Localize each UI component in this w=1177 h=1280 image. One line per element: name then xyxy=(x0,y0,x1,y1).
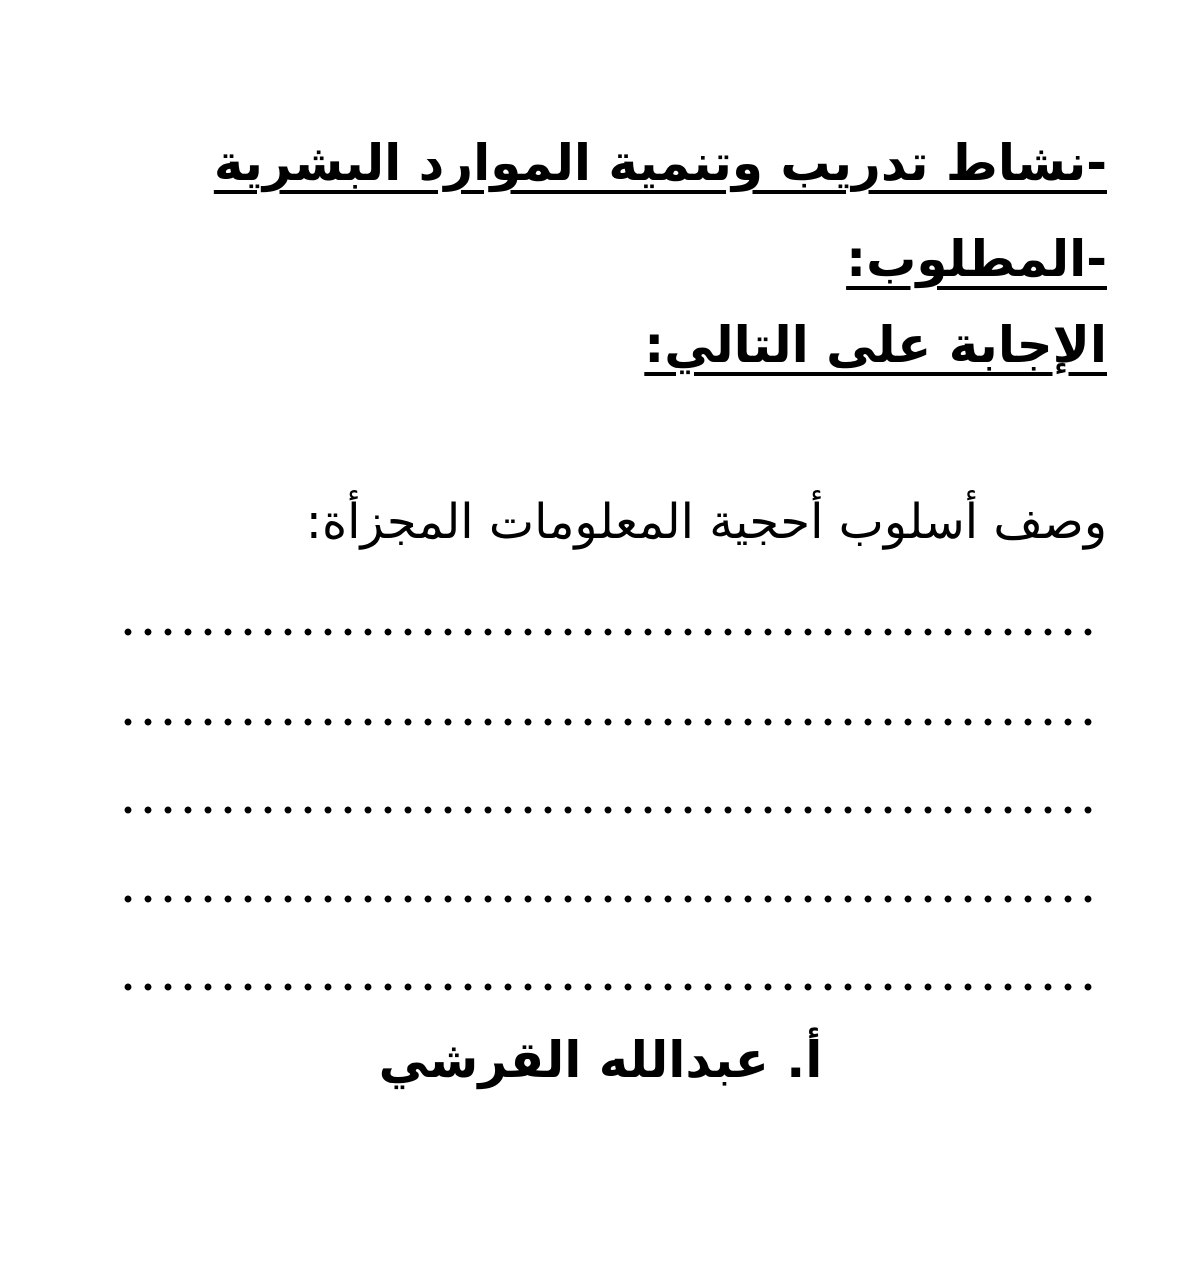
answer-line xyxy=(118,983,1102,991)
answer-line xyxy=(118,628,1102,636)
answer-line xyxy=(118,895,1102,903)
question-text: وصف أسلوب أحجية المعلومات المجزأة: xyxy=(305,494,1107,550)
answer-heading: الإجابة على التالي: xyxy=(644,316,1107,374)
activity-heading: -نشاط تدريب وتنمية الموارد البشرية xyxy=(213,134,1107,192)
answer-line xyxy=(118,718,1102,726)
required-heading: -المطلوب: xyxy=(846,230,1107,288)
author-name xyxy=(0,1031,1177,1089)
author-name-text: أ. عبدالله القرشي xyxy=(378,1031,823,1089)
answer-line xyxy=(118,806,1102,814)
